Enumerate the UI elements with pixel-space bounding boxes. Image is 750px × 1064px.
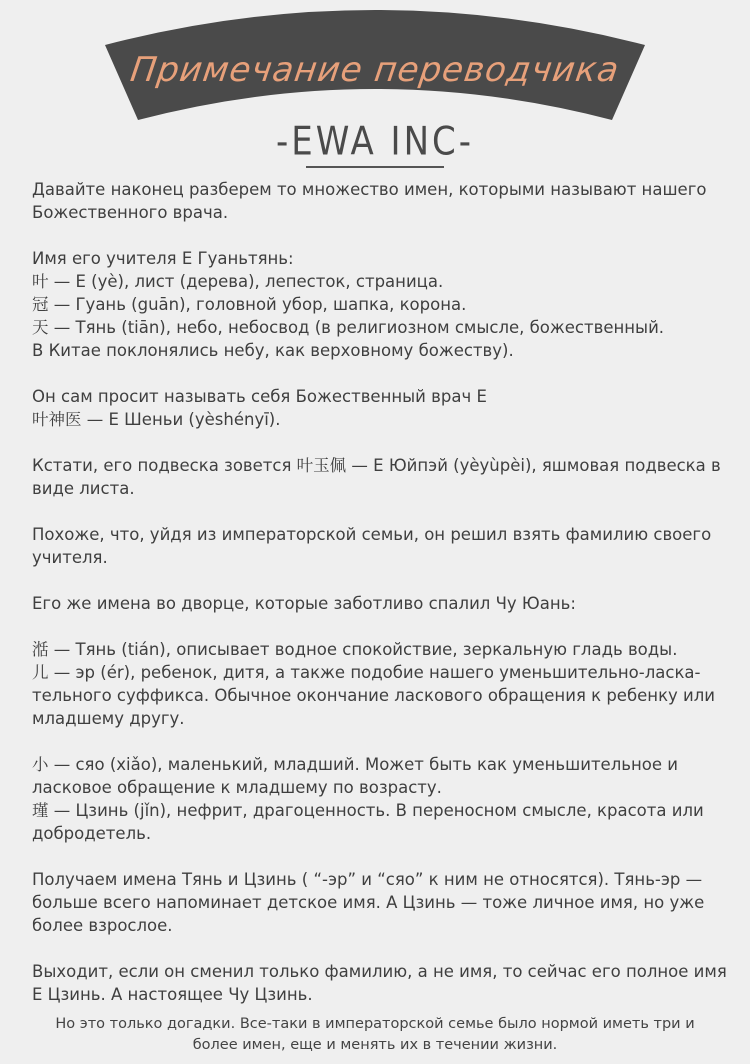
text-line: тельного суффикса. Обычное окончание ласкового обращения к ребенку или xyxy=(32,686,716,705)
paragraph xyxy=(32,454,732,500)
text-line: В Китае поклонялись небу, как верховному божеству). xyxy=(32,341,514,360)
text-line: Е Цзинь. А настоящее Чу Цзинь. xyxy=(32,985,313,1004)
text-line: 冠 — Гуань (guān), головной убор, шапка, корона. xyxy=(32,295,467,314)
paragraph xyxy=(32,592,732,615)
footer-line: более имен, еще и менять их в течении жизни. xyxy=(192,1037,558,1053)
paragraph xyxy=(32,247,732,362)
text-line: больше всего напоминает детское имя. А Цзинь — тоже личное имя, но уже xyxy=(32,893,705,912)
notes-body xyxy=(32,178,732,1029)
brand-name: -EWA INC- xyxy=(275,119,475,165)
text-line: младшему другу. xyxy=(32,709,185,728)
brand-underline xyxy=(306,166,444,168)
footer-note xyxy=(40,1014,710,1056)
brand-row xyxy=(0,120,750,170)
paragraph xyxy=(32,385,732,431)
text-line: более взрослое. xyxy=(32,916,173,935)
text-line: Божественного врача. xyxy=(32,203,229,222)
text-line: Кстати, его подвеска зовется 叶玉佩 — Е Юйпэй (yèyùpèi), яшмовая подвеска в xyxy=(32,456,721,475)
text-line: 叶神医 — Е Шеньи (yèshényī). xyxy=(32,410,281,429)
paragraph xyxy=(32,523,732,569)
text-line: 湉 — Тянь (tián), описывает водное спокойствие, зеркальную гладь воды. xyxy=(32,640,678,659)
text-line: 天 — Тянь (tiān), небо, небосвод (в религиозном смысле, божественный. xyxy=(32,318,665,337)
paragraph xyxy=(32,868,732,937)
text-line: виде листа. xyxy=(32,479,135,498)
text-line: Он сам просит называть себя Божественный врач Е xyxy=(32,387,487,406)
text-line: Выходит, если он сменил только фамилию, а не имя, то сейчас его полное имя xyxy=(32,962,727,981)
footer-line: Но это только догадки. Все-таки в императорской семье было нормой иметь три и xyxy=(55,1016,695,1032)
text-line: 叶 — Е (yè), лист (дерева), лепесток, страница. xyxy=(32,272,444,291)
header-banner xyxy=(0,0,750,120)
text-line: 小 — сяо (xiǎo), маленький, младший. Может быть как уменьшительное и xyxy=(32,755,678,774)
paragraph xyxy=(32,178,732,224)
paragraph xyxy=(32,753,732,845)
text-line: Получаем имена Тянь и Цзинь ( “-эр” и “сяо” к ним не относятся). Тянь-эр — xyxy=(32,870,703,889)
text-line: Похоже, что, уйдя из императорской семьи, он решил взять фамилию своего xyxy=(32,525,712,544)
text-line: Имя его учителя Е Гуаньтянь: xyxy=(32,249,294,268)
paragraph xyxy=(32,638,732,730)
text-line: добродетель. xyxy=(32,824,152,843)
text-line: учителя. xyxy=(32,548,108,567)
text-line: 瑾 — Цзинь (jǐn), нефрит, драгоценность. В переносном смысле, красота или xyxy=(32,801,704,820)
banner-title: Примечание переводчика xyxy=(128,50,622,90)
paragraph xyxy=(32,960,732,1006)
text-line: Его же имена во дворце, которые заботливо спалил Чу Юань: xyxy=(32,594,576,613)
text-line: 儿 — эр (ér), ребенок, дитя, а также подобие нашего уменьшительно-ласка- xyxy=(32,663,701,682)
text-line: ласковое обращение к младшему по возрасту. xyxy=(32,778,442,797)
text-line: Давайте наконец разберем то множество имен, которыми называют нашего xyxy=(32,180,707,199)
